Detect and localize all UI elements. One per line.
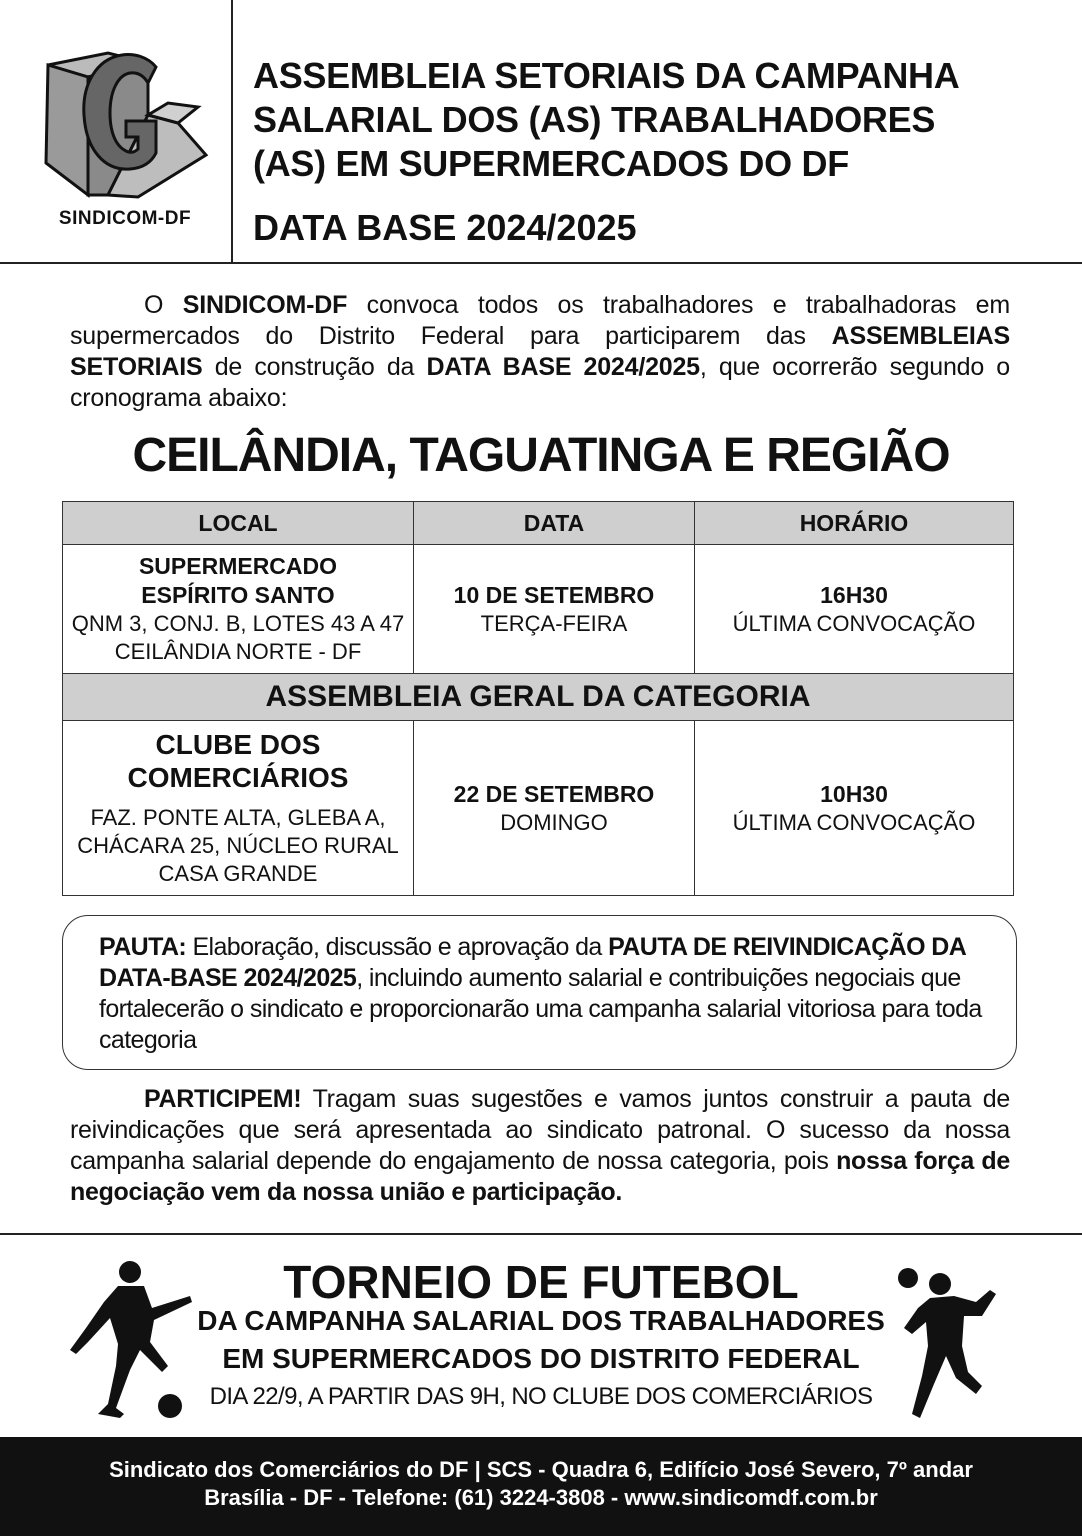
sindicom-logo-icon [38,45,213,205]
event-date: 22 DE SETEMBRO [453,780,655,807]
pauta-text: , incluindo aumento salarial e contribuições negociais que fortalecerão o sindicato e proporcionarão uma campanha salarial vitoriosa para toda categoria [99,964,982,1054]
event-note: ÚLTIMA CONVOCAÇÃO [732,610,976,636]
intro-text: O [144,291,183,319]
date-cell [414,721,695,896]
footer-address: Sindicato dos Comerciários do DF | SCS - Quadra 6, Edifício José Severo, 7º andar [109,1457,973,1482]
local-cell [63,545,414,674]
general-assembly-row [63,674,1014,721]
event-date: 10 DE SETEMBRO [453,581,655,608]
intro-text: convoca todos os trabalhadores e trabalhadoras em supermercados do Distrito Federal para participarem das [70,291,1010,350]
column-header-local: LOCAL [63,502,414,545]
place-address: CEILÂNDIA NORTE - DF [114,639,362,664]
intro-text: de construção da [202,353,427,381]
footer [0,1437,1082,1536]
table-row [63,721,1014,896]
title-line: (AS) EM SUPERMERCADOS DO DF [253,143,849,184]
place-name: ESPÍRITO SANTO [141,582,335,608]
torneio-info: DIA 22/9, A PARTIR DAS 9H, NO CLUBE DOS COMERCIÁRIOS [209,1383,873,1410]
section-divider [0,1233,1082,1235]
header-divider [231,0,233,264]
participem-label: PARTICIPEM! [144,1085,302,1113]
event-time: 16H30 [820,581,888,608]
place-name: COMERCIÁRIOS [127,762,349,793]
data-base-subtitle: DATA BASE 2024/2025 [253,207,637,248]
pauta-text: Elaboração, discussão e aprovação da [186,933,609,961]
pauta-bold: PAUTA DE REIVINDICAÇÃO DA DATA-BASE 2024/2025 [99,933,966,992]
intro-text: , que ocorrerão segundo o cronograma abaixo: [70,353,1010,412]
time-cell [695,721,1014,896]
torneio-subtitle-line: EM SUPERMERCADOS DO DISTRITO FEDERAL [222,1343,860,1374]
intro-paragraph [70,290,1010,414]
title-line: SALARIAL DOS (AS) TRABALHADORES [253,99,936,140]
general-assembly-title: ASSEMBLEIA GERAL DA CATEGORIA [63,674,1014,721]
place-name: CLUBE DOS [155,729,321,760]
page-title [253,54,1053,186]
event-weekday: TERÇA-FEIRA [480,610,628,636]
place-address: FAZ. PONTE ALTA, GLEBA A, [90,805,386,830]
participem-paragraph [70,1084,1010,1208]
place-name: SUPERMERCADO [138,553,338,579]
pauta-box [62,915,1017,1070]
column-header-data: DATA [414,502,695,545]
table-row [63,545,1014,674]
place-address: CASA GRANDE [158,861,318,886]
header [0,0,1082,264]
event-time: 10H30 [820,780,888,807]
place-address: CHÁCARA 25, NÚCLEO RURAL [77,833,399,858]
intro-bold: SINDICOM-DF [182,291,348,319]
region-title: CEILÂNDIA, TAGUATINGA E REGIÃO [132,429,950,482]
column-header-horario: HORÁRIO [695,502,1014,545]
pauta-label: PAUTA: [99,933,187,961]
title-line: ASSEMBLEIA SETORIAIS DA CAMPANHA [253,55,960,96]
intro-bold: DATA BASE 2024/2025 [426,353,700,381]
date-cell [414,545,695,674]
participem-text: Tragam suas sugestões e vamos juntos construir a pauta de reivindicações que será apresentada ao sindicato patronal. O sucesso da nossa campanha salarial depende do engajamento de nossa categoria, pois [70,1085,1010,1175]
time-cell [695,545,1014,674]
soccer-player-header-icon [890,1262,1000,1427]
table-header-row [63,502,1014,545]
event-weekday: DOMINGO [500,809,608,835]
schedule-table [62,501,1014,896]
torneio-title: TORNEIO DE FUTEBOL [283,1256,799,1308]
event-note: ÚLTIMA CONVOCAÇÃO [732,809,976,835]
place-address: QNM 3, CONJ. B, LOTES 43 A 47 [71,611,405,636]
footer-contact: Brasília - DF - Telefone: (61) 3224-3808 - www.sindicomdf.com.br [204,1485,878,1510]
intro-bold: ASSEMBLEIAS SETORIAIS [70,322,1010,381]
logo-label: SINDICOM-DF [58,208,192,229]
local-cell [63,721,414,896]
torneio-subtitle-line: DA CAMPANHA SALARIAL DOS TRABALHADORES [197,1305,885,1336]
participem-bold: nossa força de negociação vem da nossa união e participação. [70,1147,1010,1206]
